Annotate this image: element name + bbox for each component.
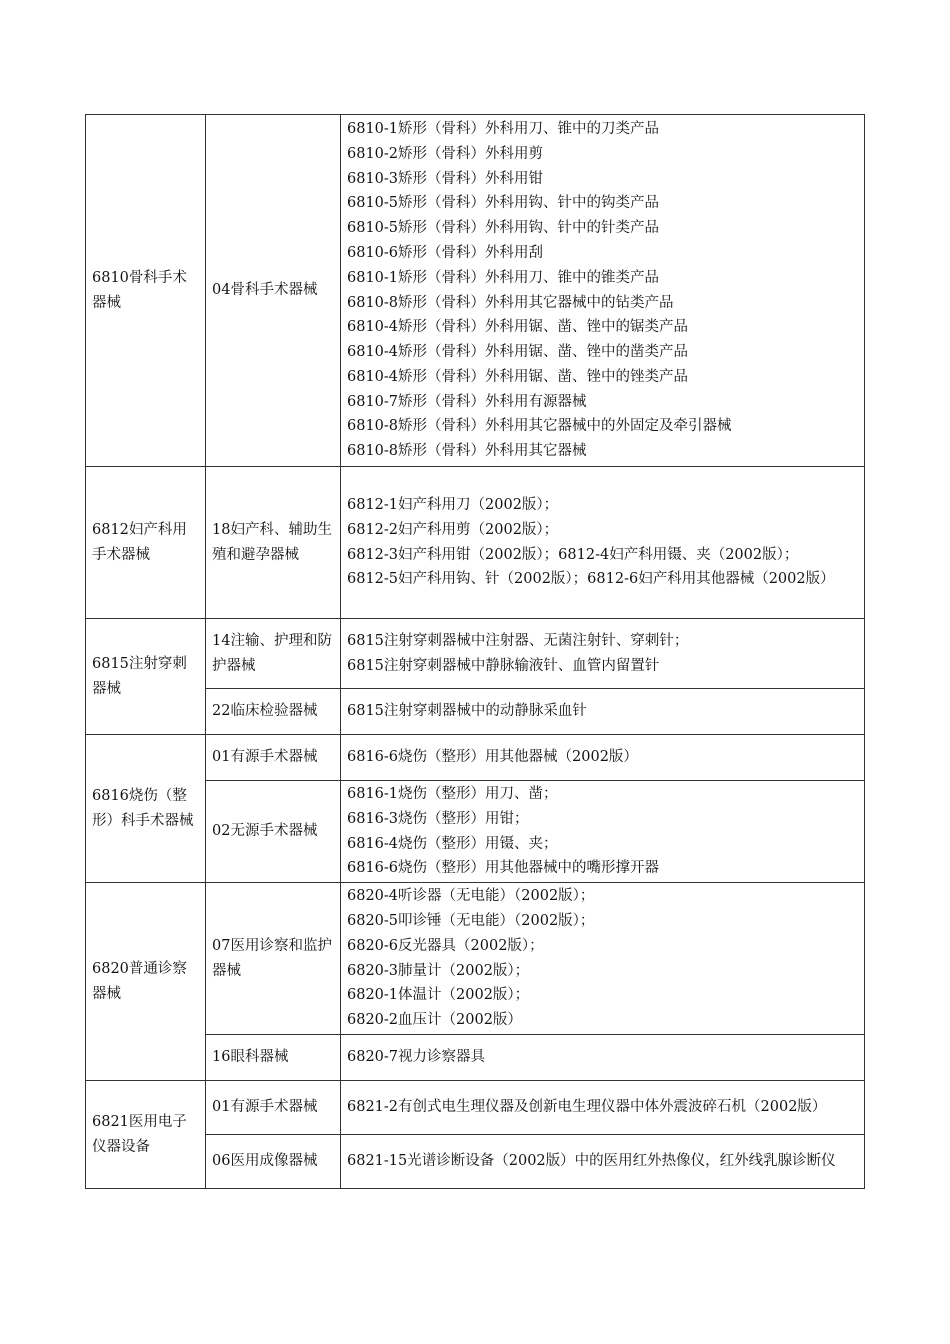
new-category-cell: 01有源手术器械 [206, 735, 341, 781]
product-line: 6820-3肺量计（2002版）； [347, 962, 530, 979]
product-line: 6816-6烧伤（整形）用其他器械（2002版） [347, 749, 638, 766]
table-row [86, 883, 865, 1035]
product-list-cell [341, 689, 865, 735]
product-list-cell [341, 1081, 865, 1135]
new-category-cell: 22临床检验器械 [206, 689, 341, 735]
table-row [86, 619, 865, 689]
product-line: 6810-2矫形（骨科）外科用剪 [347, 145, 544, 162]
table-row [86, 1081, 865, 1135]
table-row [86, 735, 865, 781]
product-line: 6810-3矫形（骨科）外科用钳 [347, 170, 544, 187]
product-line: 6810-8矫形（骨科）外科用其它器械中的钻类产品 [347, 294, 674, 311]
product-list-cell [341, 883, 865, 1035]
table-row [86, 115, 865, 467]
product-line: 6810-5矫形（骨科）外科用钩、针中的钩类产品 [347, 195, 660, 212]
product-line: 6815注射穿刺器械中的动静脉采血针 [347, 703, 587, 720]
new-category-cell: 06医用成像器械 [206, 1135, 341, 1189]
catalog-table [85, 114, 865, 1189]
table-row [86, 467, 865, 619]
product-line: 6812-3妇产科用钳（2002版）；6812-4妇产科用镊、夹（2002版）； [347, 546, 799, 563]
category-code-cell: 6815注射穿刺器械 [86, 619, 206, 735]
product-line: 6810-5矫形（骨科）外科用钩、针中的针类产品 [347, 220, 660, 237]
new-category-cell: 02无源手术器械 [206, 781, 341, 883]
category-code-cell: 6820普通诊察器械 [86, 883, 206, 1081]
new-category-cell: 14注输、护理和防护器械 [206, 619, 341, 689]
new-category-cell: 16眼科器械 [206, 1035, 341, 1081]
catalog-table-body [86, 115, 865, 1189]
product-line: 6810-4矫形（骨科）外科用锯、凿、锉中的凿类产品 [347, 344, 689, 361]
product-line: 6816-3烧伤（整形）用钳； [347, 810, 529, 827]
product-line: 6820-2血压计（2002版） [347, 1012, 522, 1029]
product-line: 6810-8矫形（骨科）外科用其它器械 [347, 443, 587, 460]
product-line: 6820-5叩诊锤（无电能）（2002版）； [347, 912, 595, 929]
product-list-cell [341, 735, 865, 781]
product-line: 6810-1矫形（骨科）外科用刀、锥中的锥类产品 [347, 269, 660, 286]
category-code-cell: 6810骨科手术器械 [86, 115, 206, 467]
product-list-cell [341, 115, 865, 467]
new-category-cell: 04骨科手术器械 [206, 115, 341, 467]
product-line: 6821-15光谱诊断设备（2002版）中的医用红外热像仪，红外线乳腺诊断仪 [347, 1153, 836, 1170]
product-line: 6816-1烧伤（整形）用刀、凿； [347, 785, 558, 802]
product-list-cell [341, 781, 865, 883]
category-code-cell: 6821医用电子仪器设备 [86, 1081, 206, 1189]
product-line: 6815注射穿刺器械中静脉输液针、血管内留置针 [347, 657, 660, 674]
product-line: 6810-7矫形（骨科）外科用有源器械 [347, 393, 587, 410]
product-line: 6816-4烧伤（整形）用镊、夹； [347, 835, 558, 852]
product-line: 6821-2有创式电生理仪器及创新电生理仪器中体外震波碎石机（2002版） [347, 1099, 827, 1116]
product-line: 6820-7视力诊察器具 [347, 1049, 486, 1066]
product-line: 6812-5妇产科用钩、针（2002版）；6812-6妇产科用其他器械（2002版） [347, 571, 835, 588]
product-line: 6810-6矫形（骨科）外科用刮 [347, 244, 544, 261]
product-line: 6820-4听诊器（无电能）（2002版）； [347, 888, 595, 905]
category-code-cell: 6812妇产科用手术器械 [86, 467, 206, 619]
new-category-cell: 01有源手术器械 [206, 1081, 341, 1135]
product-line: 6810-1矫形（骨科）外科用刀、锥中的刀类产品 [347, 120, 660, 137]
product-list-cell [341, 467, 865, 619]
product-line: 6810-8矫形（骨科）外科用其它器械中的外固定及牵引器械 [347, 418, 732, 435]
new-category-cell: 07医用诊察和监护器械 [206, 883, 341, 1035]
product-line: 6812-1妇产科用刀（2002版）； [347, 496, 559, 513]
product-line: 6810-4矫形（骨科）外科用锯、凿、锉中的锉类产品 [347, 368, 689, 385]
product-line: 6816-6烧伤（整形）用其他器械中的嘴形撑开器 [347, 860, 660, 877]
product-line: 6810-4矫形（骨科）外科用锯、凿、锉中的锯类产品 [347, 319, 689, 336]
product-list-cell [341, 1035, 865, 1081]
category-code-cell: 6816烧伤（整形）科手术器械 [86, 735, 206, 883]
product-line: 6820-1体温计（2002版）； [347, 987, 530, 1004]
new-category-cell: 18妇产科、辅助生殖和避孕器械 [206, 467, 341, 619]
product-line: 6820-6反光器具（2002版）； [347, 937, 544, 954]
product-list-cell [341, 1135, 865, 1189]
product-line: 6812-2妇产科用剪（2002版）； [347, 521, 559, 538]
product-line: 6815注射穿刺器械中注射器、无菌注射针、穿刺针； [347, 632, 689, 649]
product-list-cell [341, 619, 865, 689]
